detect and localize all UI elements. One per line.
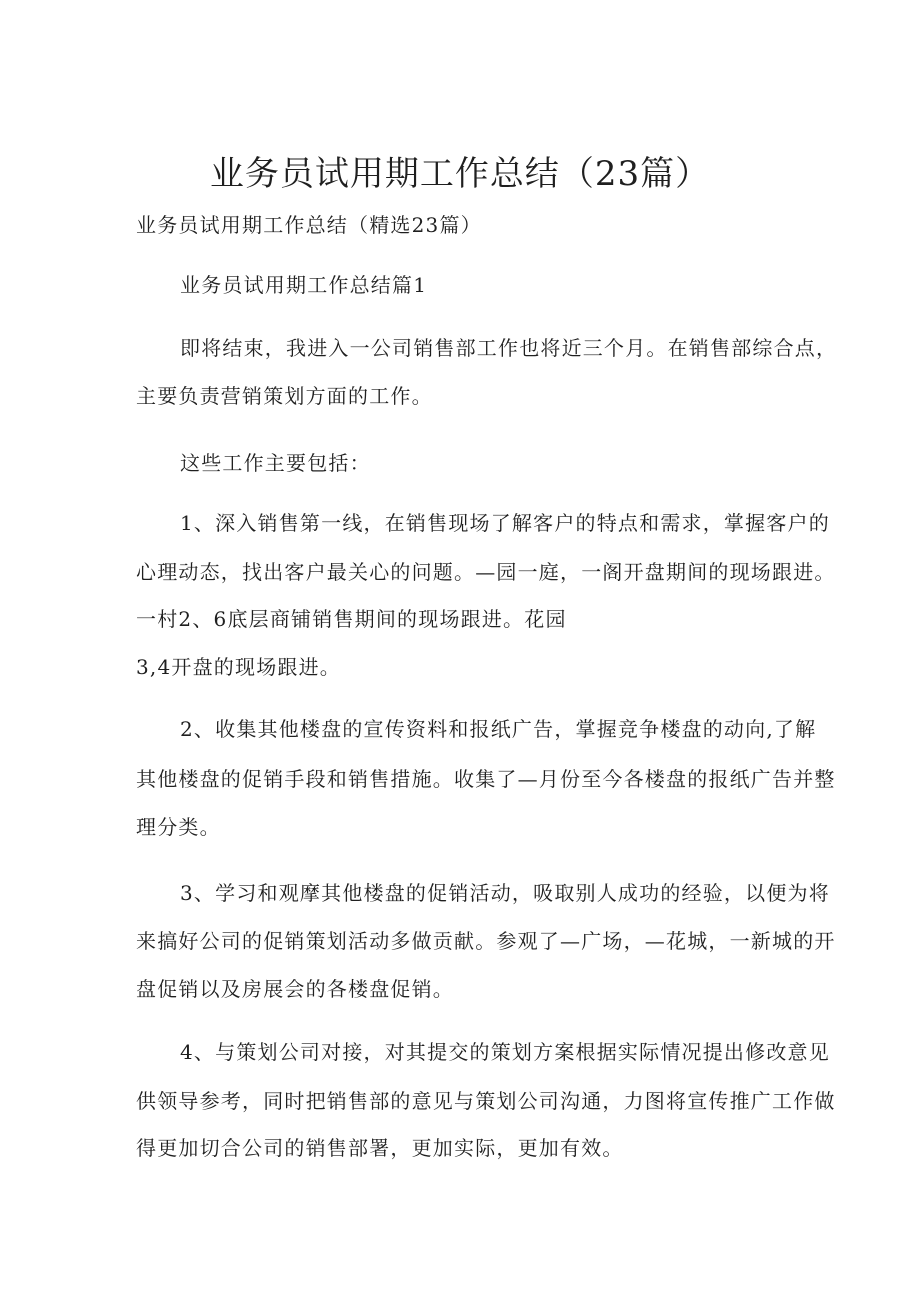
item-2-line-2: 其他楼盘的促销手段和销售措施。收集了—月份至今各楼盘的报纸广告并整 [136,767,836,791]
item-3-line-3: 盘促销以及房展会的各楼盘促销。 [136,977,454,1001]
item-2-line-3: 理分类。 [136,815,221,839]
item-4-line-3: 得更加切合公司的销售部署，更加实际，更加有效。 [136,1136,624,1160]
section-heading: 业务员试用期工作总结篇1 [180,273,428,297]
item-1-line-1: 1、深入销售第一线，在销售现场了解客户的特点和需求，掌握客户的 [180,511,830,535]
item-1-line-2: 心理动态，找出客户最关心的问题。—园一庭，一阁开盘期间的现场跟进。 [136,560,836,584]
item-3-line-1: 3、学习和观摩其他楼盘的促销活动，吸取别人成功的经验，以便为将 [180,881,830,905]
item-4-line-2: 供领导参考，同时把销售部的意见与策划公司沟通，力图将宣传推广工作做 [136,1089,836,1113]
item-3-line-2: 来搞好公司的促销策划活动多做贡献。参观了—广场，—花城，一新城的开 [136,929,836,953]
paragraph-intro-line-2: 主要负责营销策划方面的工作。 [136,384,433,408]
item-2-line-1: 2、收集其他楼盘的宣传资料和报纸广告，掌握竞争楼盘的动向,了解 [180,717,817,741]
item-1-line-4: 3,4开盘的现场跟进。 [136,655,342,679]
item-1-line-3: 一村2、6底层商铺销售期间的现场跟进。花园 [136,607,567,631]
paragraph-intro-line-1: 即将结束，我进入一公司销售部工作也将近三个月。在销售部综合点， [180,336,838,360]
item-4-line-1: 4、与策划公司对接，对其提交的策划方案根据实际情况提出修改意见 [180,1040,830,1064]
paragraph-list-intro: 这些工作主要包括： [180,451,371,475]
document-title: 业务员试用期工作总结（23篇） [209,154,711,194]
document-subtitle: 业务员试用期工作总结（精选23篇） [136,213,482,237]
